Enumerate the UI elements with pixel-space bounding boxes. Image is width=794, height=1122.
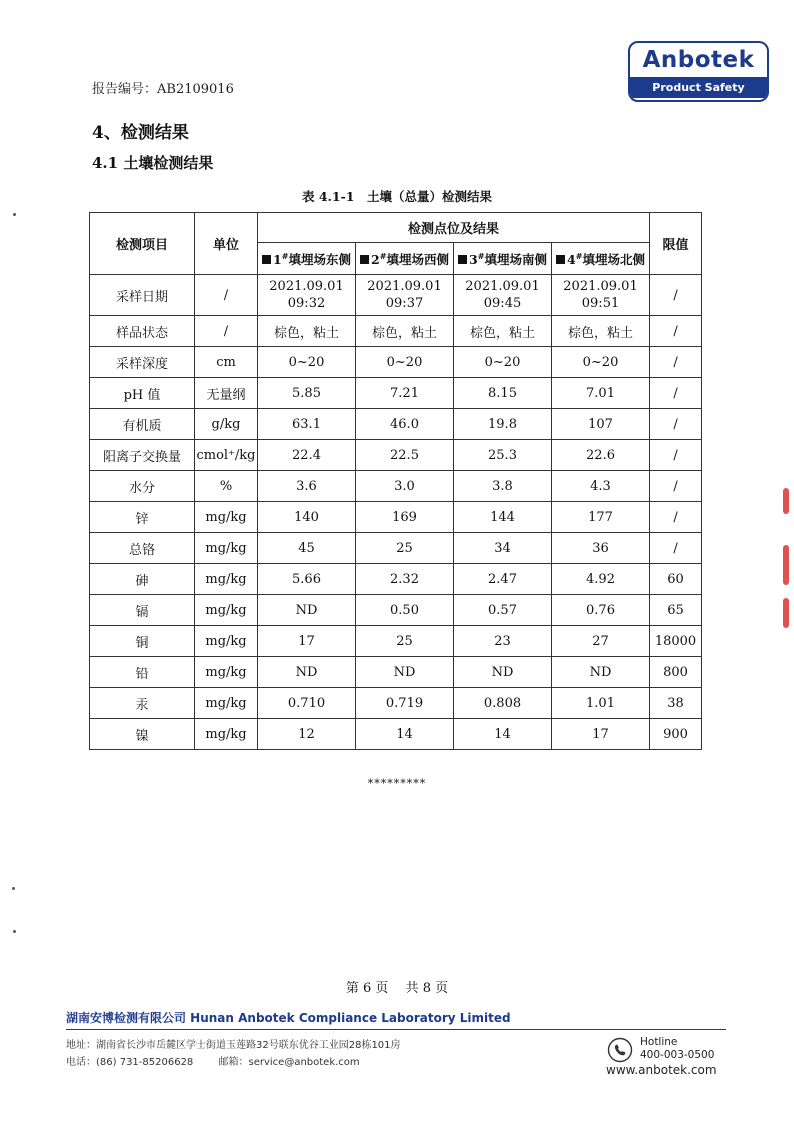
value-cell: 棕色，粘土 (258, 316, 356, 347)
scan-dot (12, 887, 15, 890)
unit-cell: mg/kg (195, 564, 258, 595)
hotline (640, 1036, 714, 1062)
value-cell: 169 (356, 502, 454, 533)
table-row (90, 275, 702, 316)
value-cell: ND (356, 657, 454, 688)
section-title: 4、检测结果 (92, 123, 189, 143)
value-cell: 17 (258, 626, 356, 657)
website-url: www.anbotek.com (606, 1063, 717, 1077)
value-cell: 22.4 (258, 440, 356, 471)
value-cell: 3.8 (454, 471, 552, 502)
value-cell: 棕色，粘土 (356, 316, 454, 347)
item-cell: pH 值 (90, 378, 195, 409)
value-cell: 1.01 (552, 688, 650, 719)
scan-dot (13, 213, 16, 216)
limit-cell: / (650, 347, 702, 378)
header-test-points: 检测点位及结果 (258, 213, 650, 243)
limit-cell: 800 (650, 657, 702, 688)
unit-cell: mg/kg (195, 626, 258, 657)
value-cell: 0~20 (258, 347, 356, 378)
value-cell: 144 (454, 502, 552, 533)
value-cell: ND (258, 595, 356, 626)
table-row (90, 409, 702, 440)
value-cell: 5.85 (258, 378, 356, 409)
site-header: 3#填埋场南侧 (454, 243, 552, 275)
value-cell: 0~20 (552, 347, 650, 378)
table-row (90, 626, 702, 657)
value-cell: 0~20 (454, 347, 552, 378)
value-cell: 23 (454, 626, 552, 657)
value-cell: 2021.09.01 09:32 (258, 275, 356, 316)
table-row (90, 533, 702, 564)
table-row (90, 719, 702, 750)
value-cell: 17 (552, 719, 650, 750)
value-cell: 4.3 (552, 471, 650, 502)
subsection-title: 4.1 土壤检测结果 (92, 154, 214, 172)
value-cell: 14 (454, 719, 552, 750)
value-cell: 0.50 (356, 595, 454, 626)
value-cell: 19.8 (454, 409, 552, 440)
unit-cell: mg/kg (195, 688, 258, 719)
table-row (90, 564, 702, 595)
hotline-number: 400-003-0500 (640, 1049, 715, 1061)
limit-cell: / (650, 471, 702, 502)
contact-info (66, 1053, 382, 1068)
header-limit: 限值 (650, 213, 702, 275)
value-cell: 7.01 (552, 378, 650, 409)
item-cell: 样品状态 (90, 316, 195, 347)
table-row (90, 688, 702, 719)
report-number: 报告编号：AB2109016 (92, 82, 234, 97)
unit-cell: / (195, 316, 258, 347)
value-cell: 27 (552, 626, 650, 657)
limit-cell: / (650, 440, 702, 471)
value-cell: 0~20 (356, 347, 454, 378)
site-header: 4#填埋场北侧 (552, 243, 650, 275)
scan-edge-mark (783, 545, 789, 585)
limit-cell: / (650, 409, 702, 440)
value-cell: 0.808 (454, 688, 552, 719)
table-row (90, 440, 702, 471)
email-address: 邮箱：service@anbotek.com (218, 1057, 360, 1068)
unit-cell: mg/kg (195, 719, 258, 750)
limit-cell: / (650, 533, 702, 564)
value-cell: 22.6 (552, 440, 650, 471)
soil-results-table (89, 212, 702, 750)
value-cell: 25 (356, 626, 454, 657)
scan-edge-mark (783, 598, 789, 628)
limit-cell: / (650, 378, 702, 409)
value-cell: 0.57 (454, 595, 552, 626)
value-cell: 140 (258, 502, 356, 533)
anbotek-logo (628, 41, 769, 102)
table-row (90, 347, 702, 378)
phone-number: 电话：(86) 731-85206628 (66, 1057, 194, 1068)
value-cell: 7.21 (356, 378, 454, 409)
footer-divider (66, 1029, 726, 1030)
value-cell: 25 (356, 533, 454, 564)
value-cell: 2021.09.01 09:51 (552, 275, 650, 316)
limit-cell: 18000 (650, 626, 702, 657)
item-cell: 铅 (90, 657, 195, 688)
item-cell: 镍 (90, 719, 195, 750)
table-row (90, 595, 702, 626)
page-info: 第 6 页 共 8 页 (345, 981, 449, 996)
value-cell: 4.92 (552, 564, 650, 595)
header-test-item: 检测项目 (90, 213, 195, 275)
value-cell: 22.5 (356, 440, 454, 471)
hotline-label: Hotline (640, 1036, 678, 1048)
end-marker: ********* (367, 777, 427, 790)
value-cell: 2021.09.01 09:45 (454, 275, 552, 316)
company-address: 地址：湖南省长沙市岳麓区学士街道玉莲路32号联东优谷工业园28栋101房 (66, 1040, 401, 1051)
limit-cell: / (650, 275, 702, 316)
value-cell: ND (258, 657, 356, 688)
limit-cell: 900 (650, 719, 702, 750)
value-cell: 14 (356, 719, 454, 750)
phone-icon (607, 1037, 633, 1063)
company-name: 湖南安博检测有限公司 Hunan Anbotek Compliance Laboratory Limited (66, 1011, 511, 1025)
item-cell: 砷 (90, 564, 195, 595)
square-bullet-icon (556, 255, 565, 264)
value-cell: 45 (258, 533, 356, 564)
item-cell: 锌 (90, 502, 195, 533)
value-cell: 2.47 (454, 564, 552, 595)
unit-cell: mg/kg (195, 595, 258, 626)
table-row (90, 471, 702, 502)
item-cell: 阳离子交换量 (90, 440, 195, 471)
value-cell: 34 (454, 533, 552, 564)
square-bullet-icon (262, 255, 271, 264)
unit-cell: cm (195, 347, 258, 378)
logo-subtitle: Product Safety (630, 77, 767, 98)
value-cell: 46.0 (356, 409, 454, 440)
table-row (90, 502, 702, 533)
value-cell: 177 (552, 502, 650, 533)
limit-cell: 38 (650, 688, 702, 719)
value-cell: 5.66 (258, 564, 356, 595)
value-cell: 25.3 (454, 440, 552, 471)
limit-cell: 60 (650, 564, 702, 595)
value-cell: 63.1 (258, 409, 356, 440)
unit-cell: cmol⁺/kg (195, 440, 258, 471)
unit-cell: mg/kg (195, 533, 258, 564)
table-row (90, 657, 702, 688)
value-cell: 0.719 (356, 688, 454, 719)
item-cell: 汞 (90, 688, 195, 719)
square-bullet-icon (458, 255, 467, 264)
unit-cell: % (195, 471, 258, 502)
scan-dot (13, 930, 16, 933)
unit-cell: mg/kg (195, 502, 258, 533)
header-unit: 单位 (195, 213, 258, 275)
value-cell: 0.710 (258, 688, 356, 719)
value-cell: 3.0 (356, 471, 454, 502)
limit-cell: / (650, 502, 702, 533)
site-header: 2#填埋场西侧 (356, 243, 454, 275)
value-cell: 2021.09.01 09:37 (356, 275, 454, 316)
table-row (90, 378, 702, 409)
value-cell: ND (454, 657, 552, 688)
value-cell: 0.76 (552, 595, 650, 626)
unit-cell: 无量纲 (195, 378, 258, 409)
item-cell: 采样日期 (90, 275, 195, 316)
value-cell: 棕色，粘土 (552, 316, 650, 347)
logo-name: Anbotek (642, 47, 755, 73)
value-cell: ND (552, 657, 650, 688)
scan-edge-mark (783, 488, 789, 514)
item-cell: 总铬 (90, 533, 195, 564)
value-cell: 2.32 (356, 564, 454, 595)
item-cell: 有机质 (90, 409, 195, 440)
value-cell: 107 (552, 409, 650, 440)
value-cell: 8.15 (454, 378, 552, 409)
item-cell: 铜 (90, 626, 195, 657)
value-cell: 棕色，粘土 (454, 316, 552, 347)
table-row (90, 316, 702, 347)
value-cell: 3.6 (258, 471, 356, 502)
square-bullet-icon (360, 255, 369, 264)
item-cell: 水分 (90, 471, 195, 502)
item-cell: 镉 (90, 595, 195, 626)
limit-cell: / (650, 316, 702, 347)
unit-cell: mg/kg (195, 657, 258, 688)
value-cell: 12 (258, 719, 356, 750)
value-cell: 36 (552, 533, 650, 564)
item-cell: 采样深度 (90, 347, 195, 378)
table-caption: 表 4.1-1 土壤（总量）检测结果 (302, 189, 492, 204)
unit-cell: / (195, 275, 258, 316)
unit-cell: g/kg (195, 409, 258, 440)
limit-cell: 65 (650, 595, 702, 626)
site-header: 1#填埋场东侧 (258, 243, 356, 275)
